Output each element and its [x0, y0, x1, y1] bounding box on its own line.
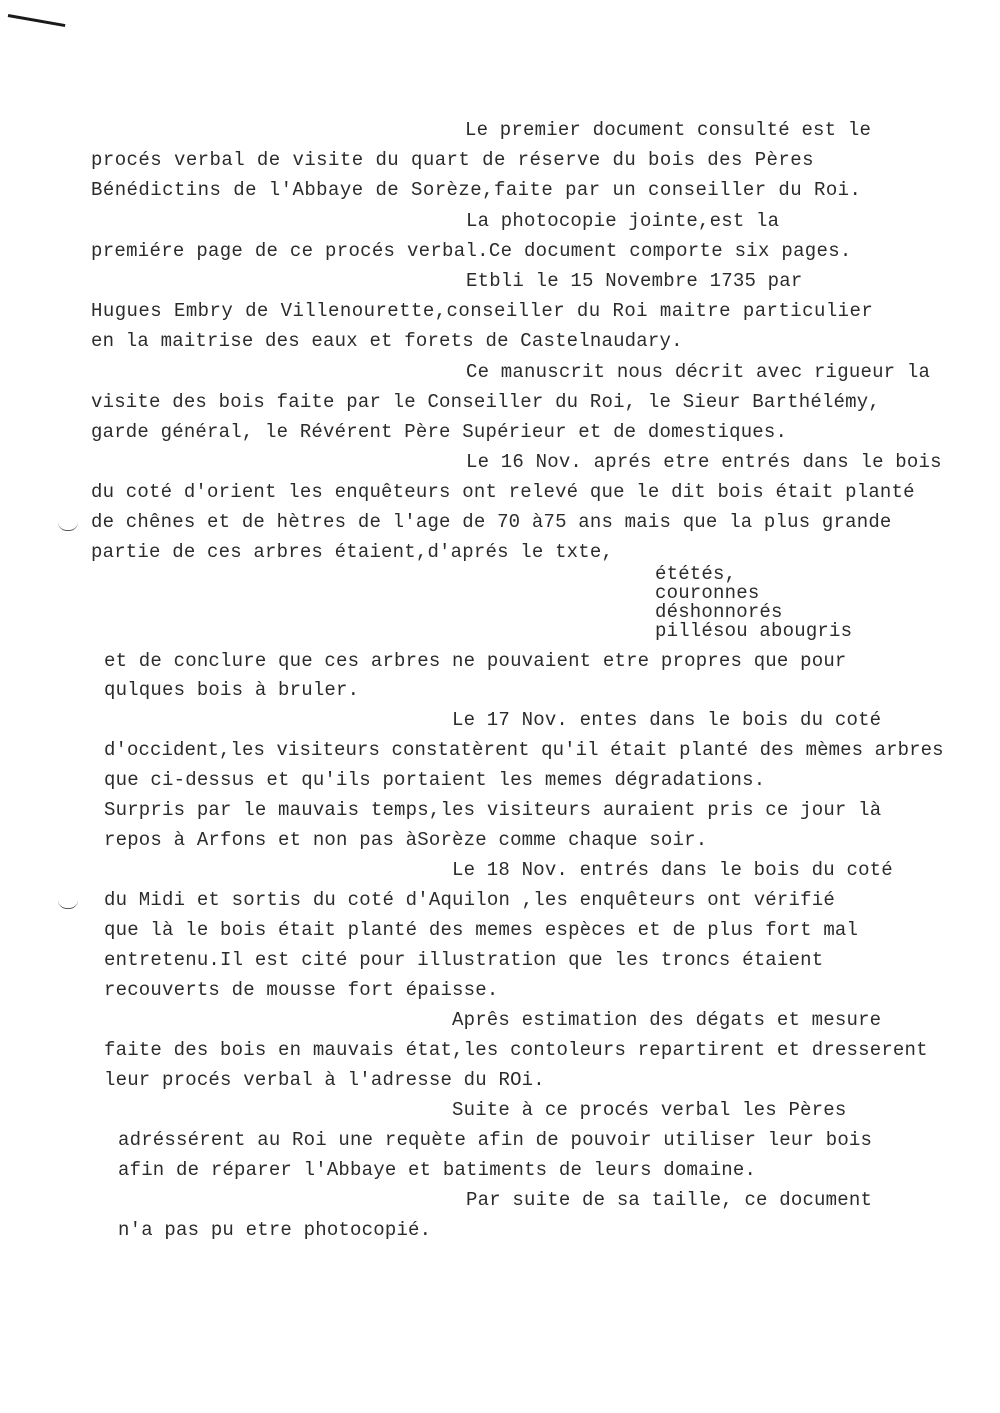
text-line: du Midi et sortis du coté d'Aquilon ,les enquêteurs ont vérifié — [104, 889, 835, 911]
text-line: recouverts de mousse fort épaisse. — [104, 979, 499, 1001]
text-line: Ce manuscrit nous décrit avec rigueur la — [466, 361, 931, 383]
text-line: et de conclure que ces arbres ne pouvaient etre propres que pour — [104, 650, 847, 672]
text-line: d'occident,les visiteurs constatèrent qu'il était planté des mèmes arbres — [104, 739, 944, 761]
text-line: Le 17 Nov. entes dans le bois du coté — [452, 709, 882, 731]
text-line: faite des bois en mauvais état,les contoleurs repartirent et dresserent — [104, 1039, 928, 1061]
text-line: Par suite de sa taille, ce document — [466, 1189, 873, 1211]
text-line: premiére page de ce procés verbal.Ce document comporte six pages. — [91, 240, 852, 262]
text-line: en la maitrise des eaux et forets de Castelnaudary. — [91, 330, 683, 352]
text-line: visite des bois faite par le Conseiller du Roi, le Sieur Barthélémy, — [91, 391, 880, 413]
text-line: leur procés verbal à l'adresse du ROi. — [104, 1069, 545, 1091]
text-line: que ci-dessus et qu'ils portaient les memes dégradations. — [104, 769, 766, 791]
text-line: procés verbal de visite du quart de réserve du bois des Pères — [91, 149, 814, 171]
text-line: Le 18 Nov. entrés dans le bois du coté — [452, 859, 893, 881]
text-line: Suite à ce procés verbal les Pères — [452, 1099, 847, 1121]
text-line: repos à Arfons et non pas àSorèze comme chaque soir. — [104, 829, 708, 851]
text-line: couronnes — [655, 582, 760, 604]
text-line: Bénédictins de l'Abbaye de Sorèze,faite par un conseiller du Roi. — [91, 179, 862, 201]
text-line: n'a pas pu etre photocopié. — [118, 1219, 432, 1241]
text-line: garde général, le Révérent Père Supérieur et de domestiques. — [91, 421, 788, 443]
text-line: adréssérent au Roi une requète afin de pouvoir utiliser leur bois — [118, 1129, 873, 1151]
text-line: La photocopie jointe,est la — [466, 210, 780, 232]
text-line: pillésou abougris — [655, 620, 853, 642]
text-line: Aprês estimation des dégats et mesure — [452, 1009, 882, 1031]
punch-hole-mark — [58, 900, 78, 909]
text-line: Surpris par le mauvais temps,les visiteurs auraient pris ce jour là — [104, 799, 882, 821]
text-line: Etbli le 15 Novembre 1735 par — [466, 270, 803, 292]
text-line: partie de ces arbres étaient,d'aprés le txte, — [91, 541, 614, 563]
text-line: afin de réparer l'Abbaye et batiments de leurs domaine. — [118, 1159, 757, 1181]
punch-hole-mark — [58, 522, 78, 531]
text-line: ététés, — [655, 563, 737, 585]
text-line: qulques bois à bruler. — [104, 679, 360, 701]
text-line: entretenu.Il est cité pour illustration que les troncs étaient — [104, 949, 824, 971]
text-line: du coté d'orient les enquêteurs ont relevé que le dit bois était planté — [91, 481, 915, 503]
text-line: Le premier document consulté est le — [465, 119, 872, 141]
corner-mark — [8, 14, 66, 27]
text-line: Hugues Embry de Villenourette,conseiller du Roi maitre particulier — [91, 300, 874, 322]
text-line: de chênes et de hètres de l'age de 70 à75 ans mais que la plus grande — [91, 511, 892, 533]
text-line: Le 16 Nov. aprés etre entrés dans le bois — [466, 451, 942, 473]
text-line: déshonnorés — [655, 601, 783, 623]
text-line: que là le bois était planté des memes espèces et de plus fort mal — [104, 919, 859, 941]
